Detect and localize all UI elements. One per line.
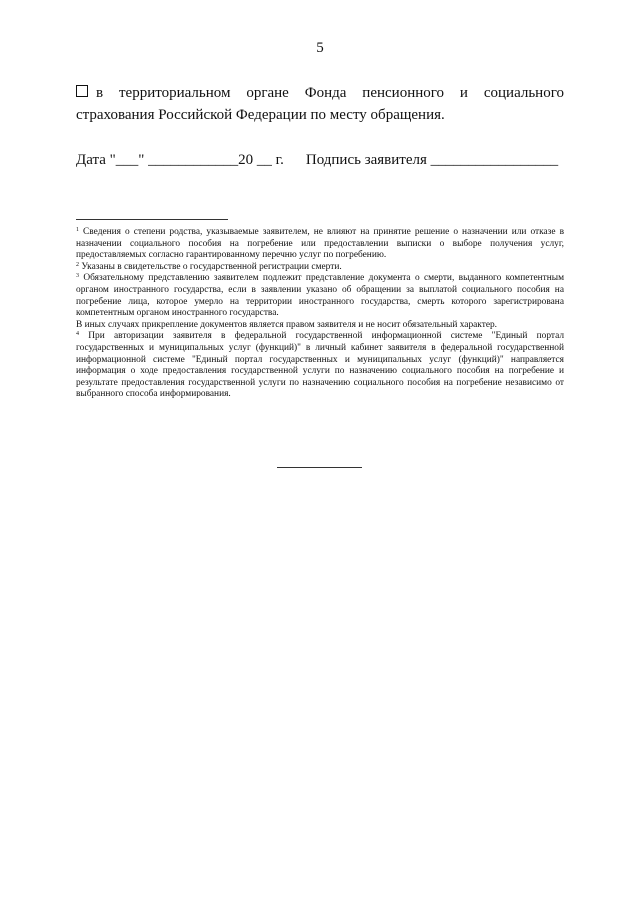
footnote-mark: 4 [76, 331, 79, 338]
delivery-option [76, 82, 564, 126]
footnote-3 [76, 273, 564, 319]
footnote-mark: 1 [76, 227, 79, 233]
footnotes [76, 227, 564, 401]
footnote-text: Обязательному представлению заявителем подлежит представление документа о смерти, выданного компетентным органом иностранного государства, если в заявлении указано об обращении за выплатой социального пособия на погребение лица, которое умерло на территории иностранного государства, смерть которого зарегистрирована компетентным органом иностранного государства. [76, 273, 564, 319]
footnote-3-continuation [76, 320, 564, 332]
date-field: Дата "___" ____________20 __ г. [76, 152, 284, 168]
end-of-document-line [277, 467, 362, 468]
footnote-4 [76, 331, 564, 401]
signature-field: Подпись заявителя _________________ [305, 152, 559, 168]
footnote-2 [76, 262, 564, 274]
footnote-separator [76, 219, 228, 220]
footnote-mark: 3 [76, 273, 79, 280]
option-checkbox[interactable] [76, 85, 88, 97]
footnote-text: При авторизации заявителя в федеральной государственной информационной системе "Единый портал государственных и муниципальных услуг (функций)" в личный кабинет заявителя в федеральной государственной информационной системе "Единый портал государственных и муниципальных услуг (функций)" направляется информация о ходе предоставления государственной услуги по назначению социального пособия на погребение и результате предоставления государственной услуги по назначению социального пособия на погребение независимо от выбранного способа информирования. [76, 331, 565, 400]
footnote-text: Сведения о степени родства, указываемые заявителем, не влияют на принятие решение о назначении или отказе в назначении социального пособия на погребение или предоставлении выписки о выборе получения услуг, предоставляемых согласно гарантированному перечню услуг по погребению. [76, 227, 565, 261]
footnote-mark: 2 [76, 261, 79, 268]
page-number: 5 [316, 40, 324, 56]
option-text: в территориальном органе Фонда пенсионного и социального страхования Российской Федерации по месту обращения. [76, 85, 564, 123]
signature-line [76, 152, 564, 169]
footnote-1 [76, 227, 564, 262]
footnote-text: Указаны в свидетельстве о государственной регистрации смерти. [81, 261, 342, 272]
footnote-text: В иных случаях прикрепление документов является правом заявителя и не носит обязательный характер. [76, 319, 498, 330]
